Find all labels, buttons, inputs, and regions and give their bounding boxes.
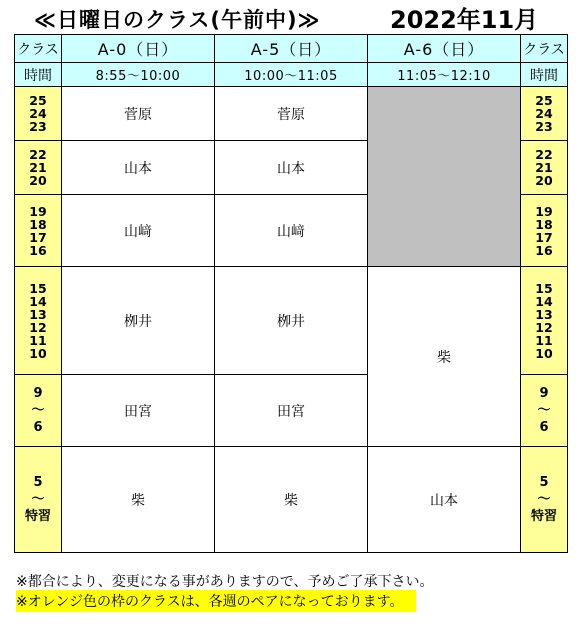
level-label: 17 [29, 229, 47, 245]
level-label: 24 [535, 106, 553, 121]
class-name-a6: A-6（日） [368, 35, 521, 63]
level-label: 特習 [530, 509, 557, 524]
level-group-right [521, 195, 568, 267]
level-label: 9 [33, 386, 43, 401]
level-label: 20 [29, 173, 47, 188]
header-time-label-right: 時間 [521, 63, 568, 87]
pair-class-notice: ※オレンジ色の枠のクラスは、各週のペアになっております。 [16, 590, 416, 612]
level-label: 23 [29, 119, 47, 134]
level-label: 24 [29, 106, 47, 121]
level-label: 21 [535, 160, 553, 175]
class-time-a6: 11:05〜12:10 [368, 63, 521, 87]
page-title: ≪日曜日のクラス(午前中)≫ [34, 8, 321, 32]
level-label: 5 [33, 475, 43, 490]
level-group-left [15, 195, 62, 267]
level-label: 9 [539, 386, 549, 401]
level-group-left [15, 267, 62, 375]
level-label: 19 [535, 203, 553, 219]
teacher-cell: 菅原 [215, 87, 368, 141]
class-time-a5: 10:00〜11:05 [215, 63, 368, 87]
level-label: 16 [29, 242, 47, 258]
level-label: 〜 [537, 403, 551, 418]
level-range-left [15, 375, 62, 447]
level-label: 〜 [537, 492, 551, 507]
teacher-cell: 田宮 [62, 375, 215, 447]
level-group-right [521, 87, 568, 141]
level-label: 12 [29, 319, 47, 335]
class-time-a0: 8:55〜10:00 [62, 63, 215, 87]
level-label: 14 [29, 293, 47, 309]
level-label: 〜 [31, 403, 45, 418]
level-label: 25 [535, 93, 553, 108]
teacher-cell: 柴 [215, 447, 368, 553]
level-label: 10 [535, 345, 553, 361]
level-label: 18 [535, 216, 553, 232]
level-range-left [15, 447, 62, 553]
schedule-table [14, 34, 568, 553]
level-label: 13 [535, 306, 553, 322]
level-group-right [521, 141, 568, 195]
level-group-right [521, 267, 568, 375]
teacher-cell: 菅原 [62, 87, 215, 141]
level-label: 6 [539, 420, 549, 435]
class-name-a5: A-5（日） [215, 35, 368, 63]
level-label: 15 [535, 280, 553, 296]
level-label: 20 [535, 173, 553, 188]
level-label: 6 [33, 420, 43, 435]
teacher-cell: 山﨑 [62, 195, 215, 267]
teacher-cell: 柴 [368, 267, 521, 447]
level-label: 11 [535, 332, 553, 348]
level-label: 13 [29, 306, 47, 322]
level-label: 特習 [24, 509, 51, 524]
level-label: 22 [535, 147, 553, 162]
teacher-cell: 田宮 [215, 375, 368, 447]
level-label: 16 [535, 242, 553, 258]
teacher-cell: 山本 [215, 141, 368, 195]
teacher-cell: 山﨑 [215, 195, 368, 267]
teacher-cell: 山本 [62, 141, 215, 195]
teacher-cell: 柴 [62, 447, 215, 553]
level-label: 19 [29, 203, 47, 219]
level-label: 18 [29, 216, 47, 232]
level-label: 5 [539, 475, 549, 490]
teacher-cell: 栁井 [62, 267, 215, 375]
level-label: 10 [29, 345, 47, 361]
header-class-label-left: クラス [15, 35, 62, 63]
header-time-label-left: 時間 [15, 63, 62, 87]
level-label: 23 [535, 119, 553, 134]
level-group-left [15, 141, 62, 195]
level-label: 15 [29, 280, 47, 296]
teacher-cell: 山本 [368, 447, 521, 553]
level-range-right [521, 447, 568, 553]
level-label: 25 [29, 93, 47, 108]
level-label: 11 [29, 332, 47, 348]
level-label: 22 [29, 147, 47, 162]
level-label: 17 [535, 229, 553, 245]
month-label: 2022年11月 [390, 6, 539, 34]
notice-text: ※都合により、変更になる事がありますので、予めご了承下さい。 [16, 574, 434, 590]
level-label: 〜 [31, 492, 45, 507]
level-label: 14 [535, 293, 553, 309]
blocked-cell [368, 87, 521, 267]
level-range-right [521, 375, 568, 447]
teacher-cell: 栁井 [215, 267, 368, 375]
class-name-a0: A-0（日） [62, 35, 215, 63]
header-class-label-right: クラス [521, 35, 568, 63]
level-group-left [15, 87, 62, 141]
level-label: 21 [29, 160, 47, 175]
level-label: 12 [535, 319, 553, 335]
